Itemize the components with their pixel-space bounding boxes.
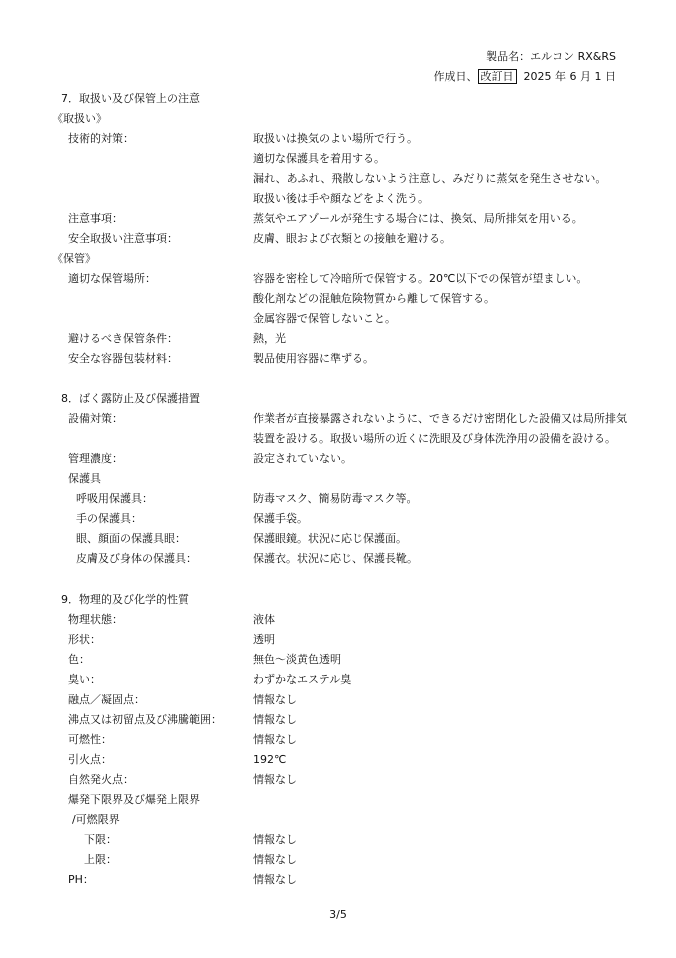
container-label: 安全な容器包装材料： bbox=[68, 352, 178, 365]
property-value: 情報なし bbox=[253, 713, 297, 726]
lower-limit-value: 情報なし bbox=[253, 833, 297, 846]
container-value: 製品使用容器に準ずる。 bbox=[253, 352, 374, 365]
avoid-conditions-value: 熱，光 bbox=[253, 332, 286, 345]
property-label: 融点／凝固点： bbox=[68, 693, 145, 706]
tech-measures-label: 技術的対策： bbox=[68, 132, 134, 145]
caution-label: 注意事項： bbox=[68, 212, 123, 225]
lower-limit-label: 下限： bbox=[84, 833, 117, 846]
property-value: 透明 bbox=[253, 633, 275, 646]
property-value: 液体 bbox=[253, 613, 275, 626]
created-label: 作成日、 bbox=[433, 70, 478, 83]
revised-label: 改訂日 bbox=[478, 69, 517, 84]
product-name: 製品名：エルコン RX&RS bbox=[486, 50, 616, 63]
property-label: 引火点： bbox=[68, 753, 112, 766]
property-label: 臭い： bbox=[68, 673, 101, 686]
property-label: 色： bbox=[68, 653, 90, 666]
safe-handling-value: 皮膚、眼および衣類との接触を避ける。 bbox=[253, 232, 451, 245]
handling-heading: 《取扱い》 bbox=[52, 112, 107, 125]
skin-value: 保護衣。状況に応じ、保護長靴。 bbox=[253, 552, 418, 565]
storage-heading: 《保管》 bbox=[52, 252, 96, 265]
section-7-title: 7．取扱い及び保管上の注意 bbox=[61, 92, 200, 105]
tech-measures-line: 漏れ、あふれ、飛散しないよう注意し、みだりに蒸気を発生させない。 bbox=[253, 172, 607, 185]
property-label: 物理状態： bbox=[68, 613, 123, 626]
page-number: 3/5 bbox=[329, 908, 347, 921]
section-8-title: 8．ばく露防止及び保護措置 bbox=[61, 392, 200, 405]
respiratory-label: 呼吸用保護具： bbox=[76, 492, 153, 505]
property-label: 可燃性： bbox=[68, 733, 112, 746]
skin-label: 皮膚及び身体の保護具： bbox=[76, 552, 197, 565]
hand-value: 保護手袋。 bbox=[253, 512, 308, 525]
caution-value: 蒸気やエアゾールが発生する場合には、換気、局所排気を用いる。 bbox=[253, 212, 583, 225]
safe-handling-label: 安全取扱い注意事項： bbox=[68, 232, 178, 245]
property-value: 情報なし bbox=[253, 693, 297, 706]
property-value: 情報なし bbox=[253, 773, 297, 786]
property-value: 192℃ bbox=[253, 753, 287, 766]
storage-place-line: 酸化剤などの混触危険物質から離して保管する。 bbox=[253, 292, 495, 305]
storage-place-line: 金属容器で保管しないこと。 bbox=[253, 312, 396, 325]
property-value: わずかなエステル臭 bbox=[253, 673, 352, 686]
ph-value: 情報なし bbox=[253, 873, 297, 886]
facility-line: 作業者が直接暴露されないように、できるだけ密閉化した設備又は局所排気 bbox=[253, 412, 627, 425]
property-value: 無色～淡黄色透明 bbox=[253, 653, 341, 666]
avoid-conditions-label: 避けるべき保管条件： bbox=[68, 332, 178, 345]
control-conc-label: 管理濃度： bbox=[68, 452, 123, 465]
date-line bbox=[434, 70, 616, 84]
section-9-title: 9．物理的及び化学的性質 bbox=[61, 593, 189, 606]
property-label: 沸点又は初留点及び沸騰範囲： bbox=[68, 713, 222, 726]
respiratory-value: 防毒マスク、簡易防毒マスク等。 bbox=[253, 492, 418, 505]
storage-place-line: 容器を密栓して冷暗所で保管する。20℃以下での保管が望ましい。 bbox=[253, 272, 588, 285]
eye-value: 保護眼鏡。状況に応じ保護面。 bbox=[253, 532, 407, 545]
facility-line: 装置を設ける。取扱い場所の近くに洗眼及び身体洗浄用の設備を設ける。 bbox=[253, 432, 616, 445]
upper-limit-label: 上限： bbox=[84, 853, 117, 866]
property-value: 情報なし bbox=[253, 733, 297, 746]
upper-limit-value: 情報なし bbox=[253, 853, 297, 866]
hand-label: 手の保護具： bbox=[76, 512, 142, 525]
storage-place-label: 適切な保管場所： bbox=[68, 272, 156, 285]
tech-measures-line: 適切な保護具を着用する。 bbox=[253, 152, 385, 165]
ph-label: PH： bbox=[68, 873, 94, 886]
explosion-limits-label: 爆発下限界及び爆発上限界 bbox=[68, 793, 200, 806]
property-label: 自然発火点： bbox=[68, 773, 134, 786]
flammable-limits-label: /可燃限界 bbox=[72, 813, 120, 826]
ppe-heading: 保護具 bbox=[68, 472, 101, 485]
tech-measures-line: 取扱い後は手や顔などをよく洗う。 bbox=[253, 192, 429, 205]
eye-label: 眼、顔面の保護具眼： bbox=[76, 532, 186, 545]
property-label: 形状： bbox=[68, 633, 101, 646]
document-date: 2025 年 6 月 1 日 bbox=[523, 70, 616, 83]
facility-label: 設備対策： bbox=[68, 412, 123, 425]
tech-measures-line: 取扱いは換気のよい場所で行う。 bbox=[253, 132, 418, 145]
control-conc-value: 設定されていない。 bbox=[253, 452, 352, 465]
